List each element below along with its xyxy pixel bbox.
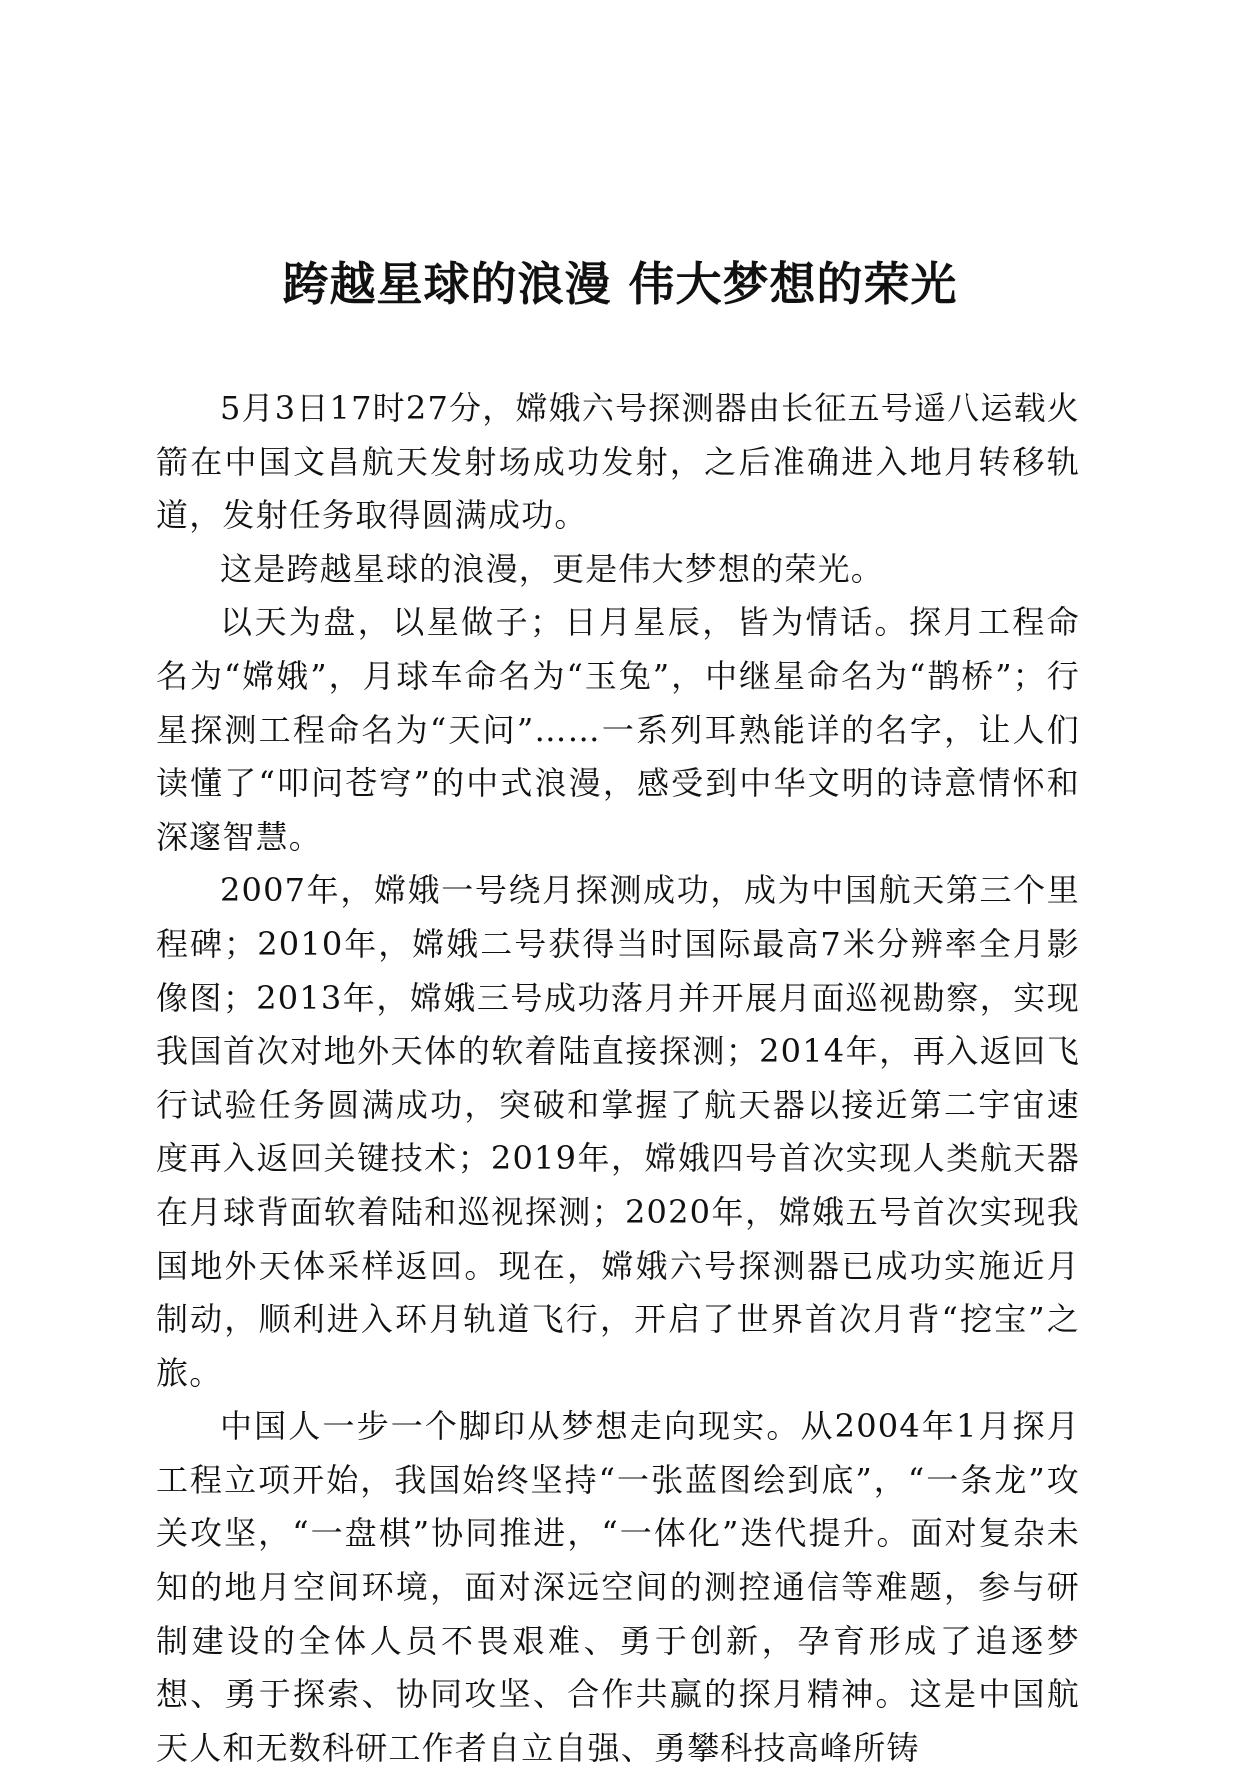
document-title: 跨越星球的浪漫 伟大梦想的荣光 — [282, 257, 958, 311]
paragraph-naming: 以天为盘，以星做子；日月星辰，皆为情话。探月工程命名为“嫦娥”，月球车命名为“玉兔”，中继星命名为“鹊桥”；行星探测工程命名为“天问”……一系列耳熟能详的名字，让人们读懂了“叩问苍穹”的中式浪漫，感受到中华文明的诗意情怀和深邃智慧。 — [156, 603, 1080, 856]
paragraph-romance: 这是跨越星球的浪漫，更是伟大梦想的荣光。 — [220, 549, 885, 588]
paragraph-launch: 5月3日17时27分，嫦娥六号探测器由长征五号遥八运载火箭在中国文昌航天发射场成功发射，之后准确进入地月转移轨道，发射任务取得圆满成功。 — [156, 389, 1080, 535]
paragraph-spirit: 中国人一步一个脚印从梦想走向现实。从2004年1月探月工程立项开始，我国始终坚持“一张蓝图绘到底”，“一条龙”攻关攻坚，“一盘棋”协同推进，“一体化”迭代提升。面对复杂未知的地月空间环境，面对深远空间的测控通信等难题，参与研制建设的全体人员不畏艰难、勇于创新，孕育形成了追逐梦想、勇于探索、协同攻坚、合作共赢的探月精神。这是中国航天人和无数科研工作者自立自强、勇攀科技高峰所铸 — [156, 1407, 1080, 1767]
document-body — [156, 382, 1080, 1775]
paragraph-milestones: 2007年，嫦娥一号绕月探测成功，成为中国航天第三个里程碑；2010年，嫦娥二号获得当时国际最高7米分辨率全月影像图；2013年，嫦娥三号成功落月并开展月面巡视勘察，实现我国首次对地外天体的软着陆直接探测；2014年，再入返回飞行试验任务圆满成功，突破和掌握了航天器以接近第二宇宙速度再入返回关键技术；2019年，嫦娥四号首次实现人类航天器在月球背面软着陆和巡视探测；2020年，嫦娥五号首次实现我国地外天体采样返回。现在，嫦娥六号探测器已成功实施近月制动，顺利进入环月轨道飞行，开启了世界首次月背“挖宝”之旅。 — [156, 871, 1080, 1392]
